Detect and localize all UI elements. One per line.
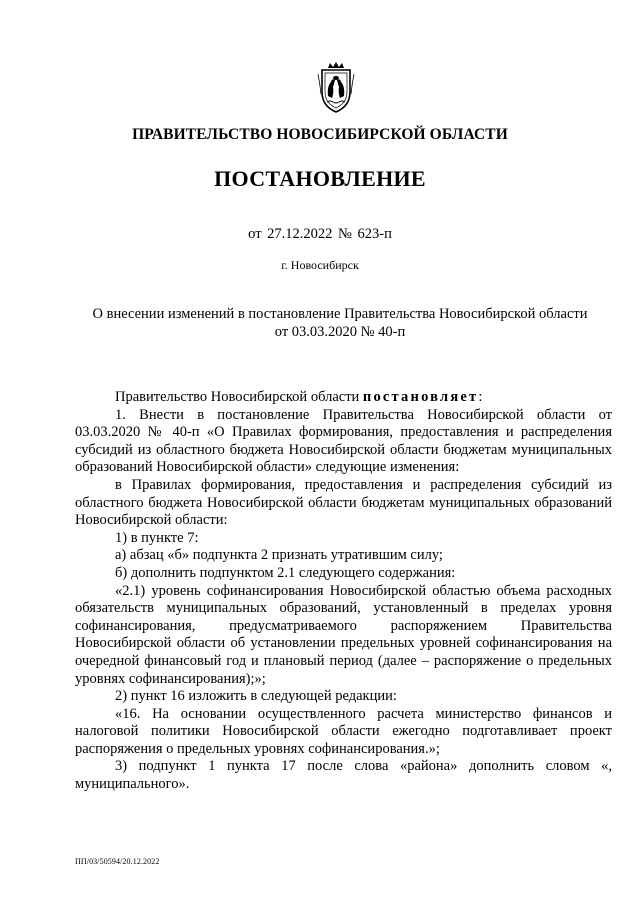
- document-date-number: от 27.12.2022 № 623-п: [248, 226, 392, 242]
- document-subject: [80, 306, 600, 341]
- document-body: [75, 389, 612, 794]
- subject-line-1: О внесении изменений в постановление Правительства Новосибирской области: [92, 306, 588, 322]
- paragraph-5: б) дополнить подпунктом 2.1 следующего содержания:: [115, 564, 456, 581]
- paragraph-8: «16. На основании осуществленного расчета министерство финансов и налоговой политики Новосибирской области ежегодно подготавливает проект распоряжения о предельных уровнях софинансирования.»;: [75, 705, 612, 757]
- intro-decree-word: постановляет: [362, 389, 479, 405]
- subject-line-2: от 03.03.2020 № 40-п: [274, 323, 406, 340]
- paragraph-4: а) абзац «б» подпункта 2 признать утратившим силу;: [115, 547, 443, 564]
- paragraph-9: 3) подпункт 1 пункта 17 после слова «района» дополнить словом «, муниципального».: [75, 758, 612, 793]
- paragraph-1: 1. Внести в постановление Правительства Новосибирской области от 03.03.2020 № 40-п «О Правилах формирования, предоставления и распределения субсидий из областного бюджета Новосибирской области бюджетам муниципальных образований Новосибирской области» следующие изменения:: [75, 406, 612, 476]
- intro-paragraph: [75, 389, 612, 407]
- paragraph-6: «2.1) уровень софинансирования Новосибирской областью объема расходных обязательств муниципальных образований, установленный в пределах уровня софинансирования, предусматриваемого распоряжением Правительства Новосибирской области об установлении предельных уровней софинансирования на очередной финансовый год и плановый период (далее – распоряжение о предельных уровнях софинансирования);»;: [75, 582, 612, 687]
- paragraph-2: в Правилах формирования, предоставления и распределения субсидий из областного бюджета Новосибирской области бюджетам муниципальных образований Новосибирской области:: [75, 476, 612, 529]
- organization-title: ПРАВИТЕЛЬСТВО НОВОСИБИРСКОЙ ОБЛАСТИ: [132, 126, 508, 143]
- coat-of-arms-icon: [316, 62, 356, 114]
- intro-suffix: :: [478, 389, 483, 405]
- document-footer-code: ПП/03/50594/20.12.2022: [75, 857, 160, 866]
- intro-prefix: Правительство Новосибирской области: [115, 389, 360, 405]
- paragraph-3: 1) в пункте 7:: [115, 529, 199, 546]
- document-city: г. Новосибирск: [281, 258, 359, 272]
- paragraph-7: 2) пункт 16 изложить в следующей редакции:: [115, 688, 397, 705]
- document-type: ПОСТАНОВЛЕНИЕ: [214, 166, 426, 191]
